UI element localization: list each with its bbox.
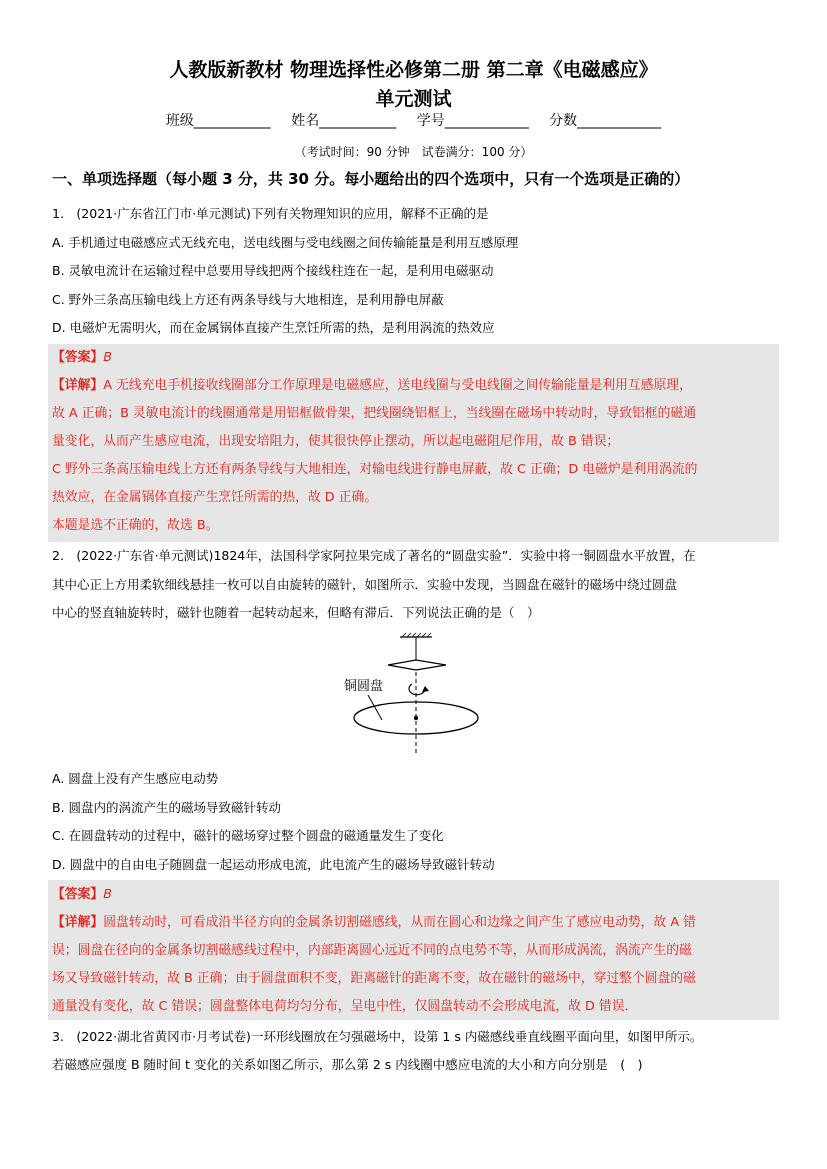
page-subtitle: 单元测试 (375, 88, 452, 110)
answer-label: 【答案】 (52, 887, 104, 902)
figure-label: 铜圆盘 (344, 679, 384, 694)
option-a: A. 手机通过电磁感应式无线充电，送电线圈与受电线圈之间传输能量是利用互感原理 (52, 235, 519, 250)
question-stem: 中心的竖直轴旋转时，磁针也随着一起转动起来，但略有滞后．下列说法正确的是（ ） (52, 605, 540, 620)
option-d: D. 电磁炉无需明火，而在金属锅体直接产生烹饪所需的热，是利用涡流的热效应 (52, 320, 495, 335)
answer-box (48, 344, 779, 542)
option-a: A. 圆盘上没有产生感应电动势 (52, 771, 219, 786)
copper-disc-figure (330, 632, 490, 758)
magnetic-needle (388, 660, 446, 670)
student-fields (0, 110, 827, 130)
detail-label: 【详解】 (52, 378, 104, 393)
answer-value: B (103, 350, 112, 365)
answer-box (48, 880, 779, 1020)
question-stem: 1. (2021·广东省江门市·单元测试)下列有关物理知识的应用，解释不正确的是 (52, 206, 489, 221)
class-field[interactable]: 班级___________ (165, 113, 271, 129)
option-c: C. 在圆盘转动的过程中，磁针的磁场穿过整个圆盘的磁通量发生了变化 (52, 828, 444, 843)
answer-value: B (103, 887, 112, 902)
question-stem: 3. (2022·湖北省黄冈市·月考试卷)一环形线圈放在匀强磁场中，设第 1 s 内磁感线垂直线圈平面向里，如图甲所示。 (52, 1029, 703, 1044)
detail-line: 本题是选不正确的，故选 B。 (52, 518, 219, 533)
detail-line: 故 A 正确；B 灵敏电流计的线圈通常是用铝框做骨架，把线圈绕铝框上，当线圈在磁场中转动时，导致铝框的磁通 (52, 406, 696, 421)
question-stem: 2. (2022·广东省·单元测试)1824年，法国科学家阿拉果完成了著名的“圆盘实验”．实验中将一铜圆盘水平放置，在 (52, 548, 696, 563)
page-title: 人教版新教材 物理选择性必修第二册 第二章《电磁感应》 (169, 59, 658, 81)
option-c: C. 野外三条高压输电线上方还有两条导线与大地相连，是利用静电屏蔽 (52, 292, 444, 307)
question-stem: 若磁感应强度 B 随时间 t 变化的关系如图乙所示，那么第 2 s 内线圈中感应电流的大小和方向分别是 ( ) (52, 1057, 643, 1072)
answer-line (52, 883, 112, 902)
detail-line: 场又导致磁针转动，故 B 正确；由于圆盘面积不变，距离磁针的距离不变，故在磁针的磁场中，穿过整个圆盘的磁 (52, 971, 696, 986)
section-heading: 一、单项选择题（每小题 3 分，共 30 分。每小题给出的四个选项中，只有一个选项是正确的） (52, 170, 690, 188)
answer-line (52, 346, 112, 365)
answer-label: 【答案】 (52, 350, 104, 365)
detail-line: C 野外三条高压输电线上方还有两条导线与大地相连，对输电线进行静电屏蔽，故 C 正确；D 电磁炉是利用涡流的 (52, 462, 698, 477)
student-id-field[interactable]: 学号____________ (416, 113, 529, 129)
option-b: B. 圆盘内的涡流产生的磁场导致磁针转动 (52, 800, 282, 815)
detail-line: 量变化，从而产生感应电流，出现安培阻力，使其很快停止摆动，所以起电磁阻尼作用，故 B 错误； (52, 434, 620, 449)
detail-line: 热效应，在金属锅体直接产生烹饪所需的热，故 D 正确。 (52, 490, 378, 505)
option-d: D. 圆盘中的自由电子随圆盘一起运动形成电流，此电流产生的磁场导致磁针转动 (52, 857, 495, 872)
score-field[interactable]: 分数____________ (549, 113, 662, 129)
question-stem: 其中心正上方用柔软细线悬挂一枚可以自由旋转的磁针，如图所示．实验中发现，当圆盘在磁针的磁场中绕过圆盘 (52, 577, 678, 592)
detail-line: 通量没有变化，故 C 错误；圆盘整体电荷均匀分布，呈电中性，仅圆盘转动不会形成电流，故 D 错误． (52, 999, 638, 1014)
detail-line: 【详解】A 无线充电手机接收线圈部分工作原理是电磁感应，送电线圈与受电线圈之间传输能量是利用互感原理， (52, 378, 692, 393)
detail-line: 【详解】圆盘转动时，可看成沿半径方向的金属条切割磁感线，从而在圆心和边缘之间产生了感应电动势，故 A 错 (52, 915, 696, 930)
detail-label: 【详解】 (52, 915, 104, 930)
option-b: B. 灵敏电流计在运输过程中总要用导线把两个接线柱连在一起，是利用电磁驱动 (52, 263, 494, 278)
name-field[interactable]: 姓名___________ (291, 113, 397, 129)
exam-info: （考试时间：90 分钟 试卷满分：100 分） (294, 145, 533, 159)
detail-line: 误；圆盘在径向的金属条切割磁感线过程中，内部距离圆心远近不同的点电势不等，从而形成涡流，涡流产生的磁 (52, 943, 692, 958)
